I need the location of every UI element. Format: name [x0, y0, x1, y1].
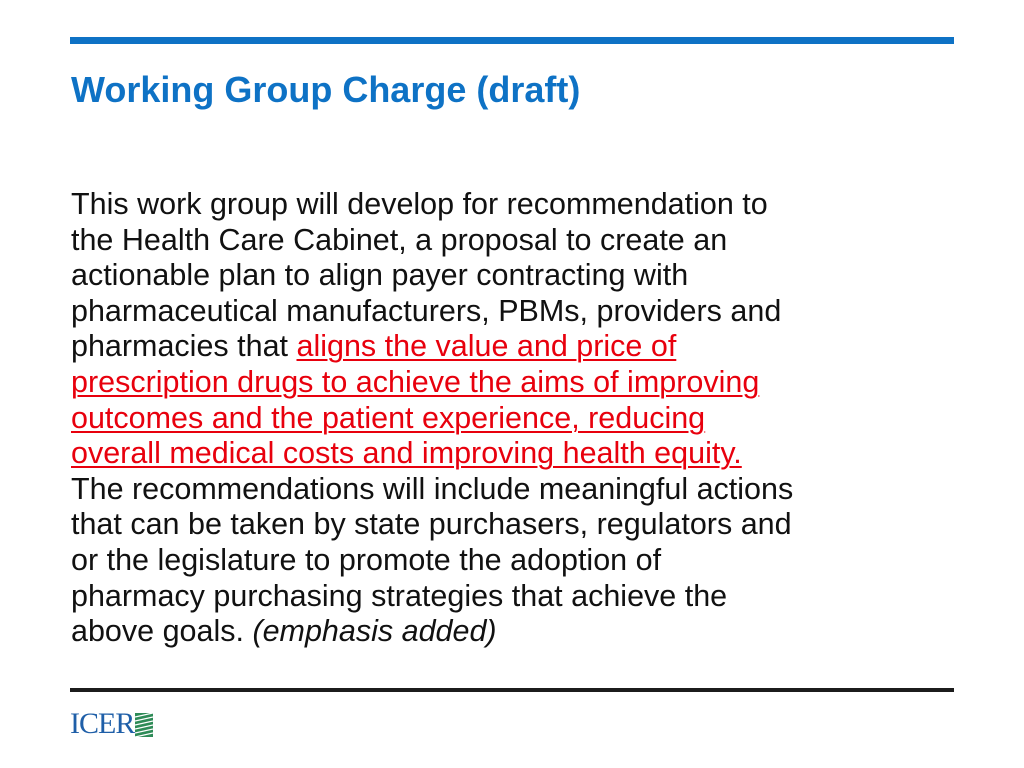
emphasized-text: prescription drugs to achieve the aims of improving: [71, 364, 760, 399]
emphasized-text: aligns the value and price of: [296, 329, 677, 364]
logo-stripes-icon: [135, 713, 153, 737]
paragraph-line: pharmaceutical manufacturers, PBMs, providers and: [71, 293, 782, 328]
paragraph-line: or the legislature to promote the adoption of: [71, 542, 662, 577]
top-accent-rule: [70, 37, 954, 44]
footer-divider: [70, 688, 954, 692]
paragraph-line: pharmacy purchasing strategies that achieve the: [71, 578, 728, 613]
paragraph-line: The recommendations will include meaningful actions: [71, 471, 794, 506]
paragraph-line: [71, 329, 961, 365]
emphasized-text: outcomes and the patient experience, reducing: [71, 400, 706, 435]
paragraph-line: actionable plan to align payer contracting with: [71, 258, 689, 293]
emphasis-note: (emphasis added): [252, 614, 497, 649]
paragraph-line: the Health Care Cabinet, a proposal to create an: [71, 222, 728, 257]
paragraph-line: [71, 436, 961, 472]
charge-paragraph: [71, 187, 961, 650]
paragraph-line: [71, 401, 961, 437]
logo-wordmark: ICER: [70, 707, 135, 740]
paragraph-line: that can be taken by state purchasers, regulators and: [71, 507, 792, 542]
slide-title: Working Group Charge (draft): [71, 69, 581, 110]
icer-logo: [70, 708, 153, 740]
paragraph-text: above goals.: [71, 614, 253, 649]
emphasized-text: overall medical costs and improving health equity.: [71, 436, 742, 471]
paragraph-line: This work group will develop for recommendation to: [71, 187, 768, 221]
paragraph-line: [71, 614, 961, 650]
paragraph-line: [71, 365, 961, 401]
paragraph-text: pharmacies that: [71, 329, 297, 364]
